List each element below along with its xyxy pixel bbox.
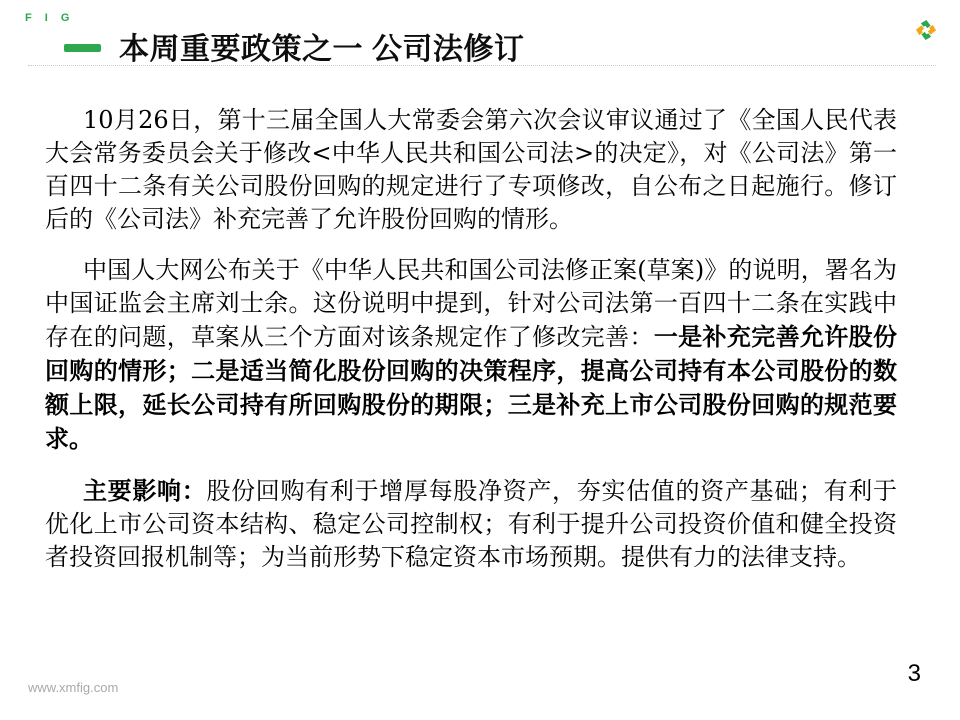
paragraph-2	[45, 254, 897, 456]
paragraph-3	[45, 474, 897, 574]
title-dash-accent	[64, 44, 101, 52]
page-title: 本周重要政策之一 公司法修订	[119, 33, 525, 66]
fig-logo-text: F I G	[25, 12, 75, 24]
paragraph-2-normal-text: 中国人大网公布关于《中华人民共和国公司法修正案(草案)》的说明，署名为中国证监会主席刘士余。这份说明中提到，针对公司法第一百四十二条在实践中存在的问题，草案从三个方面对该条规定作了修改完善：	[45, 256, 897, 351]
page-number: 3	[907, 660, 921, 687]
paragraph-3-normal-text: 股份回购有利于增厚每股净资产，夯实估值的资产基础；有利于优化上市公司资本结构、稳定公司控制权；有利于提升公司投资价值和健全投资者投资回报机制等；为当前形势下稳定资本市场预期。提供有力的法律支持。	[45, 477, 897, 571]
paragraph-3-lead-text: 主要影响：	[83, 476, 207, 505]
slide-body-text	[45, 104, 897, 592]
pinwheel-logo-icon	[912, 16, 940, 44]
paragraph-1-text: 10月26日，第十三届全国人大常委会第六次会议审议通过了《全国人民代表大会常务委员会关于修改<中华人民共和国公司法>的决定》，对《公司法》第一百四十二条有关公司股份回购的规定进行了专项修改，自公布之日起施行。修订后的《公司法》补充完善了允许股份回购的情形。	[45, 106, 897, 233]
title-separator-line	[28, 65, 936, 66]
paragraph-1	[45, 104, 897, 236]
paragraph-2-bold-text: 一是补充完善允许股份回购的情形；二是适当简化股份回购的决策程序，提高公司持有本公司股份的数额上限，延长公司持有所回购股份的期限；三是补充上市公司股份回购的规范要求。	[45, 322, 898, 453]
title-row	[64, 24, 524, 68]
footer-website-url: www.xmfig.com	[28, 680, 119, 695]
